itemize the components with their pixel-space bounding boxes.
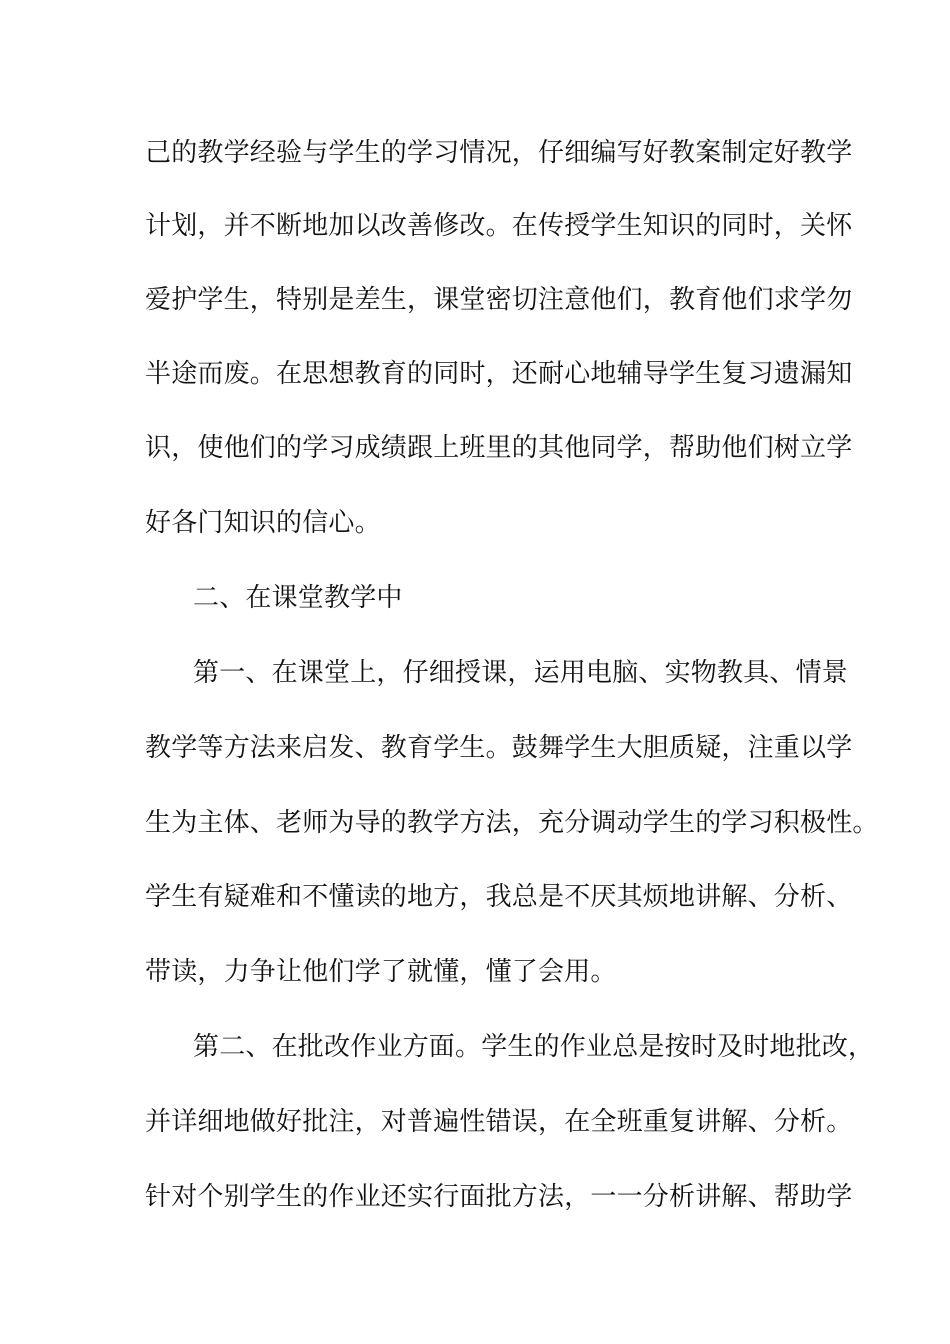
text-line-12: 带读，力争让他们学了就懂，懂了会用。 — [145, 957, 617, 987]
text-line-4: 半途而废。在思想教育的同时，还耐心地辅导学生复习遗漏知 — [145, 359, 853, 389]
text-line-11: 学生有疑难和不懂读的地方，我总是不厌其烦地讲解、分析、 — [145, 882, 853, 912]
text-line-2: 计划，并不断地加以改善修改。在传授学生知识的同时，关怀 — [145, 211, 853, 241]
text-line-8: 第一、在课堂上，仔细授课，运用电脑、实物教具、情景 — [193, 658, 849, 688]
text-line-3: 爱护学生，特别是差生，课堂密切注意他们，教育他们求学勿 — [145, 285, 853, 315]
text-line-14: 并详细地做好批注，对普遍性错误，在全班重复讲解、分析。 — [145, 1107, 853, 1137]
section-heading: 二、在课堂教学中 — [193, 583, 403, 613]
text-line-9: 教学等方法来启发、教育学生。鼓舞学生大胆质疑，注重以学 — [145, 733, 853, 763]
text-line-13: 第二、在批改作业方面。学生的作业总是按时及时地批改， — [193, 1032, 875, 1062]
text-line-5: 识，使他们的学习成绩跟上班里的其他同学，帮助他们树立学 — [145, 433, 853, 463]
text-line-10: 生为主体、老师为导的教学方法，充分调动学生的学习积极性。 — [145, 808, 879, 838]
text-line-1: 己的教学经验与学生的学习情况，仔细编写好教案制定好教学 — [145, 138, 853, 168]
text-line-15: 针对个别学生的作业还实行面批方法，一一分析讲解、帮助学 — [145, 1182, 853, 1212]
text-line-6: 好各门知识的信心。 — [145, 508, 381, 538]
